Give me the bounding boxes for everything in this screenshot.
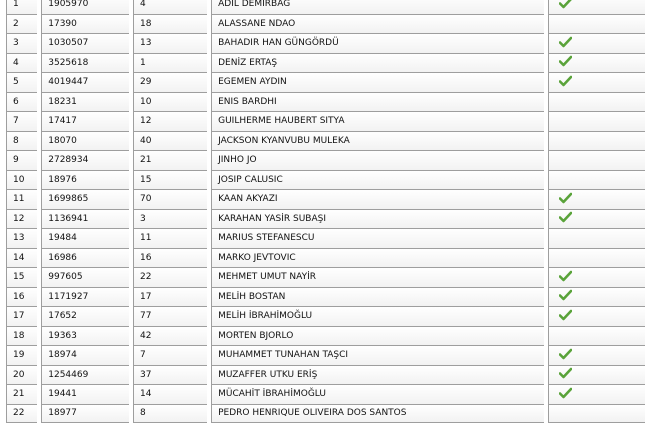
jersey-number-cell: 70 (133, 189, 207, 209)
status-cell (548, 150, 645, 170)
row-number-cell: 4 (6, 53, 37, 73)
status-cell (548, 404, 645, 423)
status-cell (548, 267, 645, 287)
jersey-number-cell: 40 (133, 131, 207, 151)
status-cell (548, 131, 645, 151)
player-name-cell: ENIS BARDHI (211, 92, 544, 112)
status-cell (548, 384, 645, 404)
status-cell (548, 53, 645, 73)
jersey-number-cell: 3 (133, 209, 207, 229)
jersey-number-cell: 4 (133, 0, 207, 14)
jersey-number-cell: 10 (133, 92, 207, 112)
player-name-cell: JACKSON KYANVUBU MULEKA (211, 131, 544, 151)
table-row (6, 306, 645, 326)
player-name-cell: ADİL DEMİRBAĞ (211, 0, 544, 14)
player-id-cell: 3525618 (41, 53, 129, 73)
table-row (6, 248, 645, 268)
table-row (6, 189, 645, 209)
player-table (6, 0, 645, 423)
row-number-cell: 19 (6, 345, 37, 365)
player-id-cell: 19484 (41, 228, 129, 248)
player-name-cell: KARAHAN YASİR SUBAŞI (211, 209, 544, 229)
table-row (6, 170, 645, 190)
player-id-cell: 1254469 (41, 365, 129, 385)
player-name-cell: MELİH BOSTAN (211, 287, 544, 307)
status-cell (548, 228, 645, 248)
player-name-cell: MARIUS STEFANESCU (211, 228, 544, 248)
player-id-cell: 17390 (41, 14, 129, 34)
jersey-number-cell: 12 (133, 111, 207, 131)
player-name-cell: JINHO JO (211, 150, 544, 170)
status-cell (548, 326, 645, 346)
player-name-cell: PEDRO HENRIQUE OLIVEIRA DOS SANTOS (211, 404, 544, 423)
check-mark-icon (559, 348, 572, 363)
check-mark-icon (559, 309, 572, 324)
player-name-cell: DENİZ ERTAŞ (211, 53, 544, 73)
status-cell (548, 0, 645, 14)
row-number-cell: 7 (6, 111, 37, 131)
player-id-cell: 16986 (41, 248, 129, 268)
check-mark-icon (559, 36, 572, 51)
jersey-number-cell: 29 (133, 72, 207, 92)
row-number-cell: 5 (6, 72, 37, 92)
player-name-cell: GUILHERME HAUBERT SITYA (211, 111, 544, 131)
player-name-cell: MUZAFFER UTKU ERİŞ (211, 365, 544, 385)
player-id-cell: 1030507 (41, 33, 129, 53)
jersey-number-cell: 18 (133, 14, 207, 34)
player-name-cell: MUHAMMET TUNAHAN TAŞCI (211, 345, 544, 365)
table-row (6, 326, 645, 346)
row-number-cell: 17 (6, 306, 37, 326)
check-mark-icon (559, 270, 572, 285)
check-mark-icon (559, 75, 572, 90)
player-id-cell: 2728934 (41, 150, 129, 170)
row-number-cell: 22 (6, 404, 37, 423)
table-row (6, 53, 645, 73)
status-cell (548, 111, 645, 131)
player-id-cell: 17417 (41, 111, 129, 131)
row-number-cell: 6 (6, 92, 37, 112)
table-row (6, 384, 645, 404)
status-cell (548, 306, 645, 326)
jersey-number-cell: 17 (133, 287, 207, 307)
status-cell (548, 189, 645, 209)
jersey-number-cell: 8 (133, 404, 207, 423)
check-mark-icon (559, 0, 572, 12)
row-number-cell: 8 (6, 131, 37, 151)
jersey-number-cell: 15 (133, 170, 207, 190)
player-name-cell: MORTEN BJORLO (211, 326, 544, 346)
table-row (6, 287, 645, 307)
player-name-cell: MEHMET UMUT NAYİR (211, 267, 544, 287)
row-number-cell: 15 (6, 267, 37, 287)
row-number-cell: 1 (6, 0, 37, 14)
player-id-cell: 18070 (41, 131, 129, 151)
check-mark-icon (559, 367, 572, 382)
player-id-cell: 1136941 (41, 209, 129, 229)
player-id-cell: 1699865 (41, 189, 129, 209)
status-cell (548, 72, 645, 92)
table-row (6, 92, 645, 112)
row-number-cell: 10 (6, 170, 37, 190)
jersey-number-cell: 21 (133, 150, 207, 170)
player-name-cell: MELİH İBRAHİMOĞLU (211, 306, 544, 326)
table-row (6, 345, 645, 365)
check-mark-icon (559, 211, 572, 226)
player-id-cell: 18974 (41, 345, 129, 365)
row-number-cell: 2 (6, 14, 37, 34)
row-number-cell: 21 (6, 384, 37, 404)
jersey-number-cell: 16 (133, 248, 207, 268)
jersey-number-cell: 42 (133, 326, 207, 346)
check-mark-icon (559, 387, 572, 402)
table-row (6, 150, 645, 170)
player-name-cell: JOSIP CALUSIC (211, 170, 544, 190)
table-row (6, 111, 645, 131)
player-name-cell: EGEMEN AYDIN (211, 72, 544, 92)
jersey-number-cell: 13 (133, 33, 207, 53)
status-cell (548, 92, 645, 112)
table-row (6, 33, 645, 53)
row-number-cell: 20 (6, 365, 37, 385)
check-mark-icon (559, 289, 572, 304)
table-row (6, 72, 645, 92)
jersey-number-cell: 22 (133, 267, 207, 287)
status-cell (548, 209, 645, 229)
table-row (6, 404, 645, 423)
player-name-cell: KAAN AKYAZI (211, 189, 544, 209)
player-id-cell: 4019447 (41, 72, 129, 92)
status-cell (548, 365, 645, 385)
status-cell (548, 345, 645, 365)
player-id-cell: 1905970 (41, 0, 129, 14)
status-cell (548, 14, 645, 34)
table-row (6, 14, 645, 34)
status-cell (548, 170, 645, 190)
player-id-cell: 1171927 (41, 287, 129, 307)
jersey-number-cell: 11 (133, 228, 207, 248)
check-mark-icon (559, 192, 572, 207)
jersey-number-cell: 37 (133, 365, 207, 385)
table-row (6, 131, 645, 151)
player-id-cell: 19363 (41, 326, 129, 346)
row-number-cell: 18 (6, 326, 37, 346)
row-number-cell: 14 (6, 248, 37, 268)
table-row (6, 209, 645, 229)
row-number-cell: 11 (6, 189, 37, 209)
check-mark-icon (559, 55, 572, 70)
player-id-cell: 17652 (41, 306, 129, 326)
status-cell (548, 287, 645, 307)
row-number-cell: 16 (6, 287, 37, 307)
player-id-cell: 18231 (41, 92, 129, 112)
table-row (6, 365, 645, 385)
table-row (6, 0, 645, 14)
status-cell (548, 33, 645, 53)
player-name-cell: BAHADIR HAN GÜNGÖRDÜ (211, 33, 544, 53)
table-row (6, 267, 645, 287)
player-id-cell: 19441 (41, 384, 129, 404)
player-name-cell: ALASSANE NDAO (211, 14, 544, 34)
jersey-number-cell: 1 (133, 53, 207, 73)
player-name-cell: MÜCAHİT İBRAHİMOĞLU (211, 384, 544, 404)
jersey-number-cell: 7 (133, 345, 207, 365)
jersey-number-cell: 77 (133, 306, 207, 326)
row-number-cell: 3 (6, 33, 37, 53)
row-number-cell: 13 (6, 228, 37, 248)
table-row (6, 228, 645, 248)
row-number-cell: 12 (6, 209, 37, 229)
jersey-number-cell: 14 (133, 384, 207, 404)
player-id-cell: 997605 (41, 267, 129, 287)
player-id-cell: 18977 (41, 404, 129, 423)
status-cell (548, 248, 645, 268)
player-name-cell: MARKO JEVTOVIC (211, 248, 544, 268)
player-id-cell: 18976 (41, 170, 129, 190)
row-number-cell: 9 (6, 150, 37, 170)
